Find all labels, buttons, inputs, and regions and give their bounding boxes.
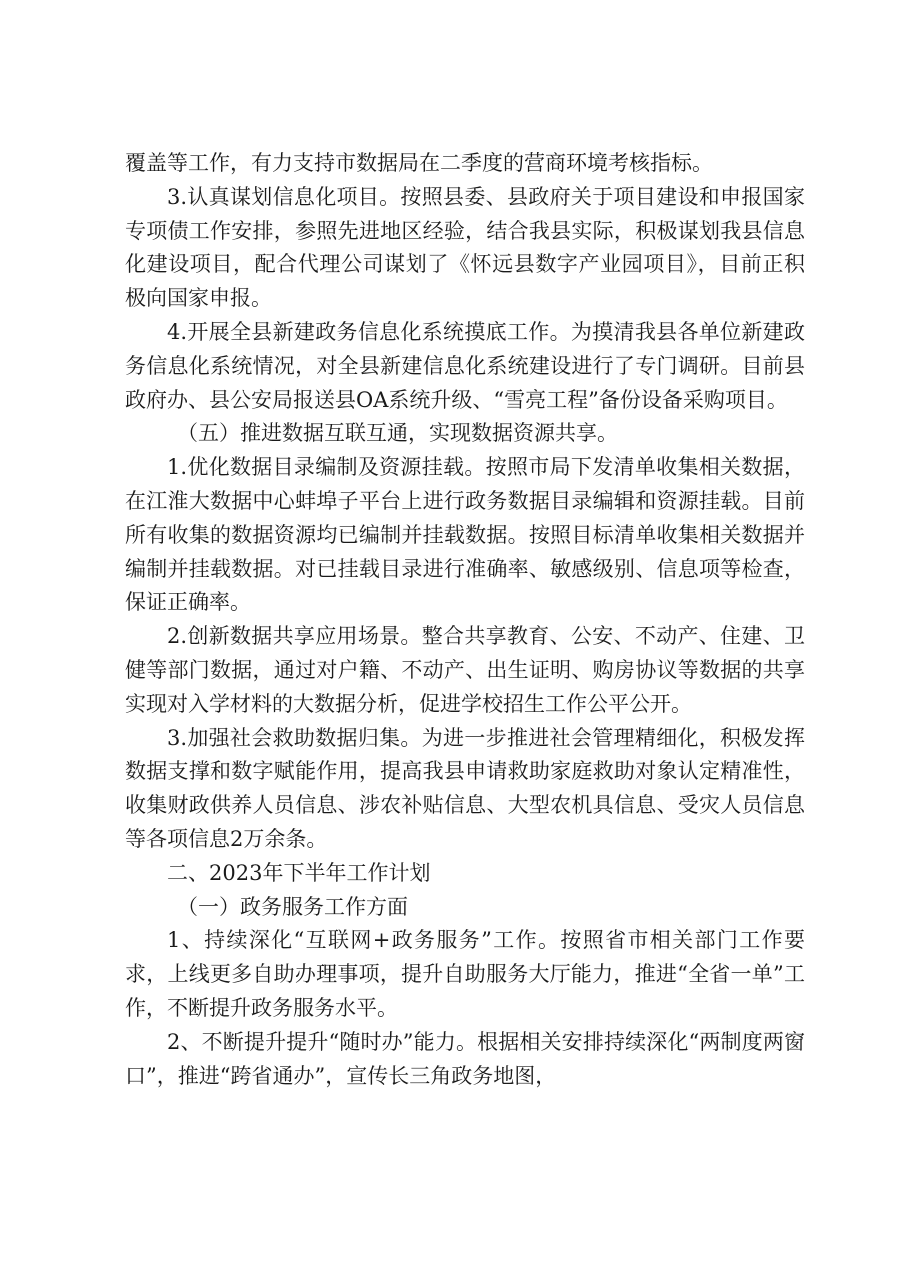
paragraph-item-2-data-sharing: 2.创新数据共享应用场景。整合共享教育、公安、不动产、住建、卫健等部门数据，通过对户籍、不动产、出生证明、购房协议等数据的共享实现对入学材料的大数据分析，促进学校招生工作公平公开。 (125, 624, 805, 716)
section-heading-five: （五）推进数据互联互通，实现数据资源共享。 (177, 421, 618, 446)
section-heading-plan: 二、2023年下半年工作计划 (167, 860, 431, 885)
paragraph-continuation: 覆盖等工作，有力支持市数据局在二季度的营商环境考核指标。 (125, 151, 713, 175)
paragraph-plan-item-2: 2、不断提升提升“随时办”能力。根据相关安排持续深化“两制度两窗口”，推进“跨省通办”，宣传长三角政务地图， (125, 1029, 805, 1088)
paragraph-item-4-system-survey: 4.开展全县新建政务信息化系统摸底工作。为摸清我县各单位新建政务信息化系统情况，对全县新建信息化系统建设进行了专门调研。目前县政府办、县公安局报送县OA系统升级、“雪亮工程”备份设备采购项目。 (125, 319, 805, 412)
paragraph-plan-item-1: 1、持续深化“互联网+政务服务”工作。按照省市相关部门工作要求，上线更多自助办理事项，提升自助服务大厅能力，推进“全省一单”工作，不断提升政务服务水平。 (125, 928, 805, 1020)
paragraph-item-3-social-aid: 3.加强社会救助数据归集。为进一步推进社会管理精细化，积极发挥数据支撑和数字赋能作用，提高我县申请救助家庭救助对象认定精准性，收集财政供养人员信息、涉农补贴信息、大型农机具信息、受灾人员信息等各项信息2万余条。 (125, 725, 805, 851)
paragraph-item-3-it-project: 3.认真谋划信息化项目。按照县委、县政府关于项目建设和申报国家专项债工作安排，参照先进地区经验，结合我县实际，积极谋划我县信息化建设项目，配合代理公司谋划了《怀远县数字产业园项目》，目前正积极向国家申报。 (125, 184, 805, 311)
document-body (125, 147, 805, 1093)
subsection-heading-one: （一）政务服务工作方面 (177, 894, 408, 919)
paragraph-item-1-data-catalog: 1.优化数据目录编制及资源挂载。按照市局下发清单收集相关数据，在江淮大数据中心蚌埠子平台上进行政务数据目录编辑和资源挂载。目前所有收集的数据资源均已编制并挂载数据。按照目标清单收集相关数据并编制并挂载数据。对已挂载目录进行准确率、敏感级别、信息项等检查，保证正确率。 (125, 455, 805, 615)
